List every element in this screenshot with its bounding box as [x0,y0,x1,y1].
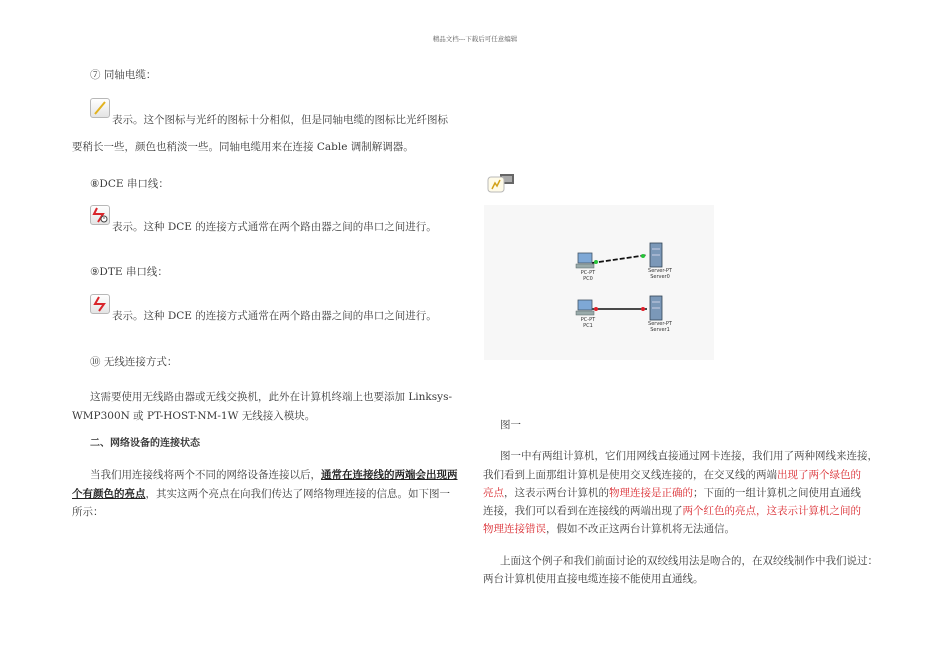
right-para1-line5 [483,522,735,536]
network-diagram [484,205,714,360]
device-name: PC0 [583,276,593,282]
link-light-red [594,307,598,311]
dce-title: ⑧DCE 串口线： [90,178,169,190]
crossover-cable [592,255,647,263]
para-text: ，其实这两个亮点在向我们传达了网络物理连接的信息。如下图一 [145,488,450,500]
wireless-desc-line1: 这需要使用无线路由器或无线交换机，此外在计算机终端上也要添加 Linksys- [90,391,453,403]
device-name: Server0 [650,274,670,280]
device-type: Server-PT [648,321,672,327]
device-type: PC-PT [580,270,596,276]
pc-icon [576,253,594,268]
server0-label [638,268,682,280]
pc1-label [570,317,606,329]
right-para2-line1: 上面这个例子和我们前面讨论的双绞线用法是吻合的，在双绞线制作中我们说过： [500,555,878,567]
para-text: ，这表示两台计算机的 [504,487,609,499]
para-text: 连接，我们可以看到在连接线的两端出现了 [483,505,683,517]
coax-desc-line2: 要稍长一些，颜色也稍淡一些。同轴电缆用来在连接 Cable 调制解调器。 [72,141,414,153]
para-text: 我们看到上面那组计算机是使用交叉线连接的，在交叉线的两端 [483,469,777,481]
para-highlight: 物理连接错误 [483,523,546,535]
page-header: 精品文档---下载后可任意编辑 [432,35,518,43]
pc-icon [576,300,594,315]
server-icon [650,296,662,320]
link-light-green [641,254,645,258]
device-name: PC1 [583,323,593,329]
right-para1-line4 [483,504,861,518]
wireless-title: ⑩ 无线连接方式： [90,356,178,368]
device-type: PC-PT [580,317,596,323]
device-type: Server-PT [648,268,672,274]
para-highlight: 亮点 [483,487,504,499]
para-emphasis: 个有颜色的亮点 [72,488,146,500]
server1-label [638,321,682,333]
wireless-desc-line2: WMP300N 或 PT-HOST-NM-1W 无线接入模块。 [72,410,316,422]
dce-desc: 表示。这种 DCE 的连接方式通常在两个路由器之间的串口之间进行。 [112,221,437,233]
right-para1-line2 [483,468,861,482]
figure-caption: 图一 [500,419,521,431]
server-icon [650,243,662,267]
para-text: ；下面的一组计算机之间使用直通线 [693,487,861,499]
coax-desc-line1: 表示。这个图标与光纤的图标十分相似，但是同轴电缆的图标比光纤图标 [112,114,448,126]
dte-serial-icon [90,294,110,314]
right-para1-line3 [483,486,861,500]
coax-title: ⑦ 同轴电缆： [90,69,157,81]
para-highlight: 两个红色的亮点 [682,505,756,517]
coax-cable-icon [90,98,110,118]
device-name: Server1 [650,327,670,333]
pc0-label [570,270,606,282]
para-highlight: 物理连接是正确的 [609,487,693,499]
section-heading: 二、网络设备的连接状态 [90,438,200,449]
link-light-red [641,307,645,311]
dte-desc: 表示。这种 DCE 的连接方式通常在两个路由器之间的串口之间进行。 [112,310,437,322]
section-para-line1 [90,468,458,482]
para-emphasis: 通常在连接线的两端会出现两 [321,469,458,481]
link-light-green [594,260,598,264]
right-para2-line2: 两台计算机使用直接电缆连接不能使用直通线。 [483,573,704,585]
para-highlight: 出现了两个绿色的 [777,469,861,481]
para-text: 当我们用连接线将两个不同的网络设备连接以后， [90,469,321,481]
para-text: ，假如不改正这两台计算机将无法通信。 [546,523,735,535]
dte-title: ⑨DTE 串口线： [90,266,168,278]
dce-serial-icon [90,205,110,225]
right-para1-line1: 图一中有两组计算机，它们用网线直接通过网卡连接，我们用了两种网线来连接， [500,450,878,462]
para-highlight: ，这表示计算机之间的 [756,505,861,517]
section-para-line2 [72,487,450,501]
automatic-cable-icon [484,172,518,194]
section-para-line3: 所示： [72,506,104,518]
